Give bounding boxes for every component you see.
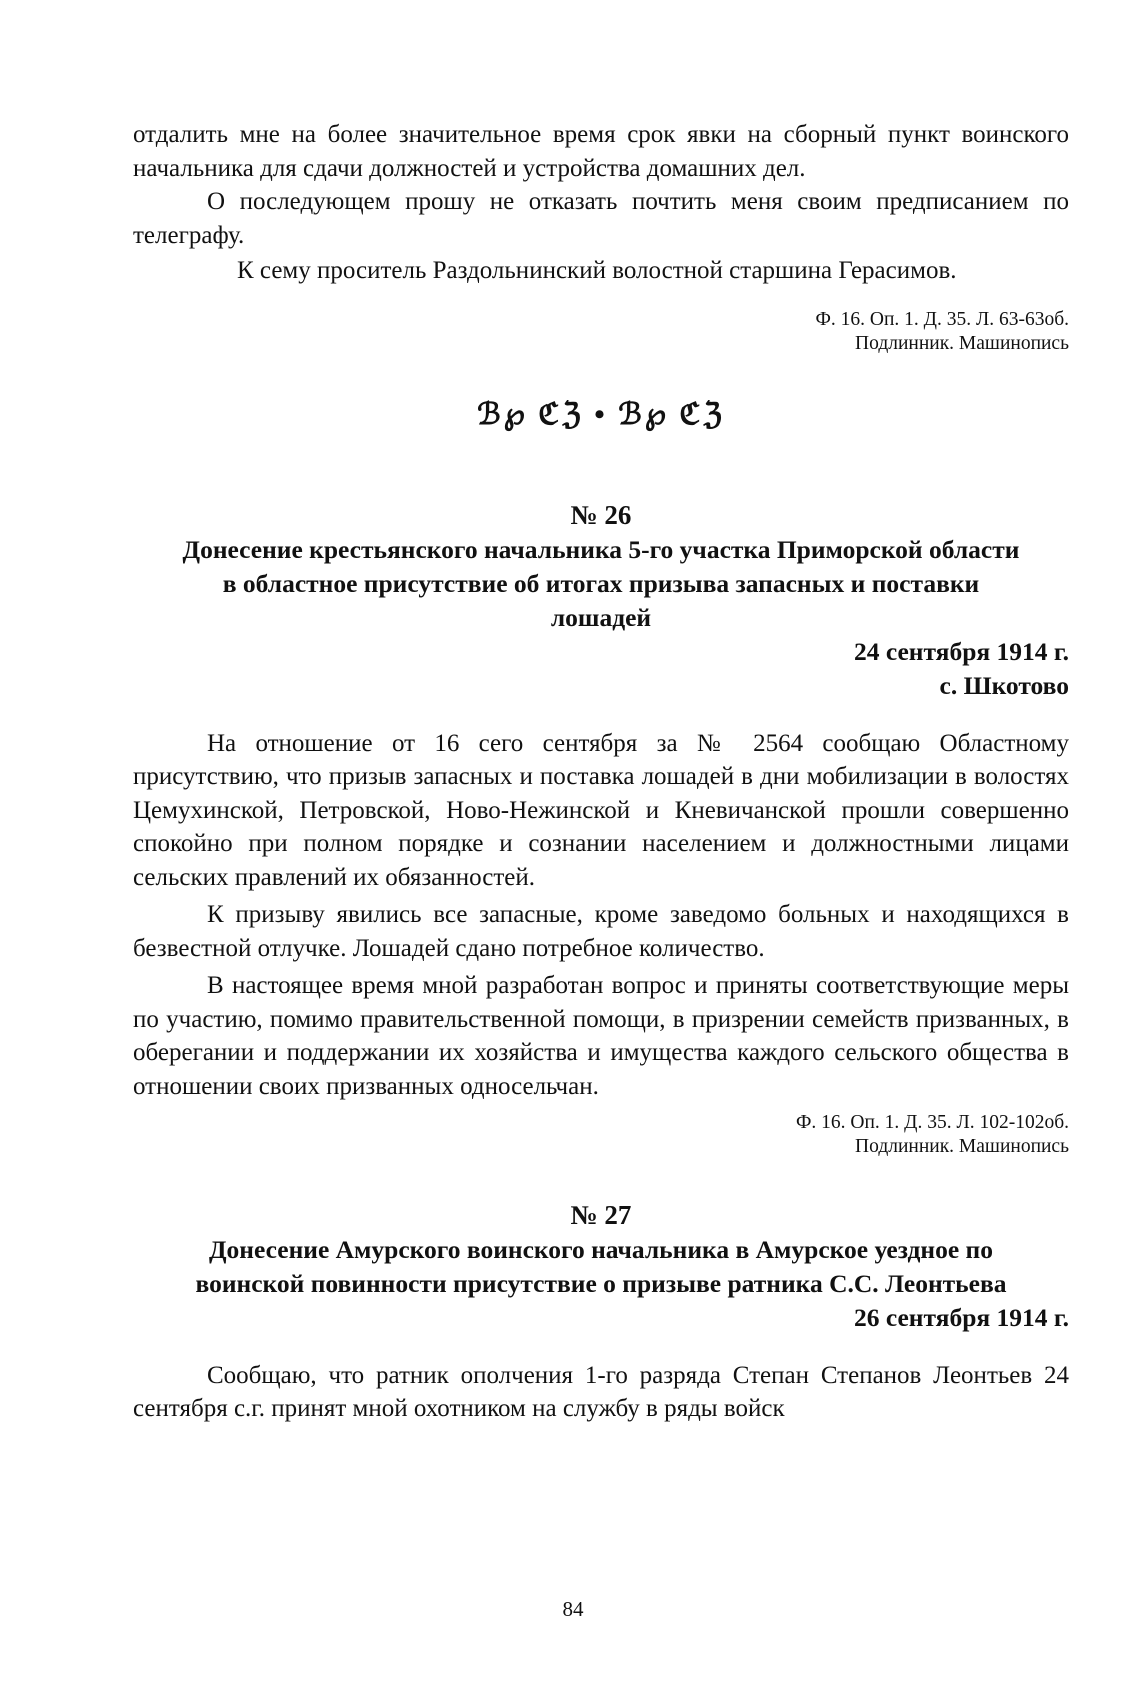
document-title: Донесение крестьянского начальника 5-го участка Приморской области в областное присутствие об итогах призыва запасных и поставки лошадей: [182, 534, 1020, 632]
archive-type: Подлинник. Машинопись: [855, 332, 1069, 354]
document-body: [133, 727, 1069, 1104]
body-paragraph: К призыву явились все запасные, кроме заведомо больных и находящихся в безвестной отлучке. Лошадей сдано потребное количество.: [133, 901, 1069, 962]
page-number: 84: [562, 1597, 584, 1621]
document-number: № 26: [570, 500, 632, 530]
document-page: [133, 118, 1069, 1426]
document-number: № 27: [570, 1200, 632, 1230]
document-date: 24 сентября 1914 г.: [853, 636, 1069, 666]
archive-type: Подлинник. Машинопись: [855, 1136, 1069, 1157]
archive-reference: Ф. 16. Оп. 1. Д. 35. Л. 63-63об.: [815, 308, 1069, 330]
document-title: Донесение Амурского воинского начальника в Амурское уездное по воинской повинности присутствие о призыве ратника С.С. Леонтьева: [195, 1234, 1007, 1298]
intro-paragraph: отдалить мне на более значительное время срок явки на сборный пункт воинского начальника для сдачи должностей и устройства домашних дел.: [133, 121, 1069, 182]
archive-reference: Ф. 16. Оп. 1. Д. 35. Л. 102-102об.: [796, 1112, 1069, 1133]
document-date: 26 сентября 1914 г.: [853, 1302, 1069, 1332]
document-body: [133, 1359, 1069, 1426]
body-paragraph: Сообщаю, что ратник ополчения 1-го разряда Степан Степанов Леонтьев 24 сентября с.г. принят мной охотником на службу в ряды войск: [133, 1361, 1069, 1422]
intro-paragraph: О последующем прошу не отказать почтить меня своим предписанием по телеграфу.: [133, 188, 1069, 249]
body-paragraph: На отношение от 16 сего сентября за № 2564 сообщаю Областному присутствию, что призыв запасных и поставка лошадей в дни мобилизации в волостях Цемухинской, Петровской, Ново-Нежинской и Кневичанской прошли совершенно спокойно при полном порядке и сознании населением и должностными лицами сельских правлений их обязанностей.: [133, 729, 1069, 891]
section-ornament: ℬ℘ ℭℨ • ℬ℘ ℭℨ: [477, 397, 725, 431]
document-place: с. Шкотово: [939, 670, 1069, 700]
petitioner-signature: К сему проситель Раздольнинский волостной старшина Герасимов.: [237, 257, 957, 284]
body-paragraph: В настоящее время мной разработан вопрос и приняты соответствующие меры по участию, помимо правительственной помощи, в призрении семейств призванных, в оберегании и поддержании их хозяйства и имущества каждого сельского общества в отношении своих призванных односельчан.: [133, 972, 1069, 1100]
